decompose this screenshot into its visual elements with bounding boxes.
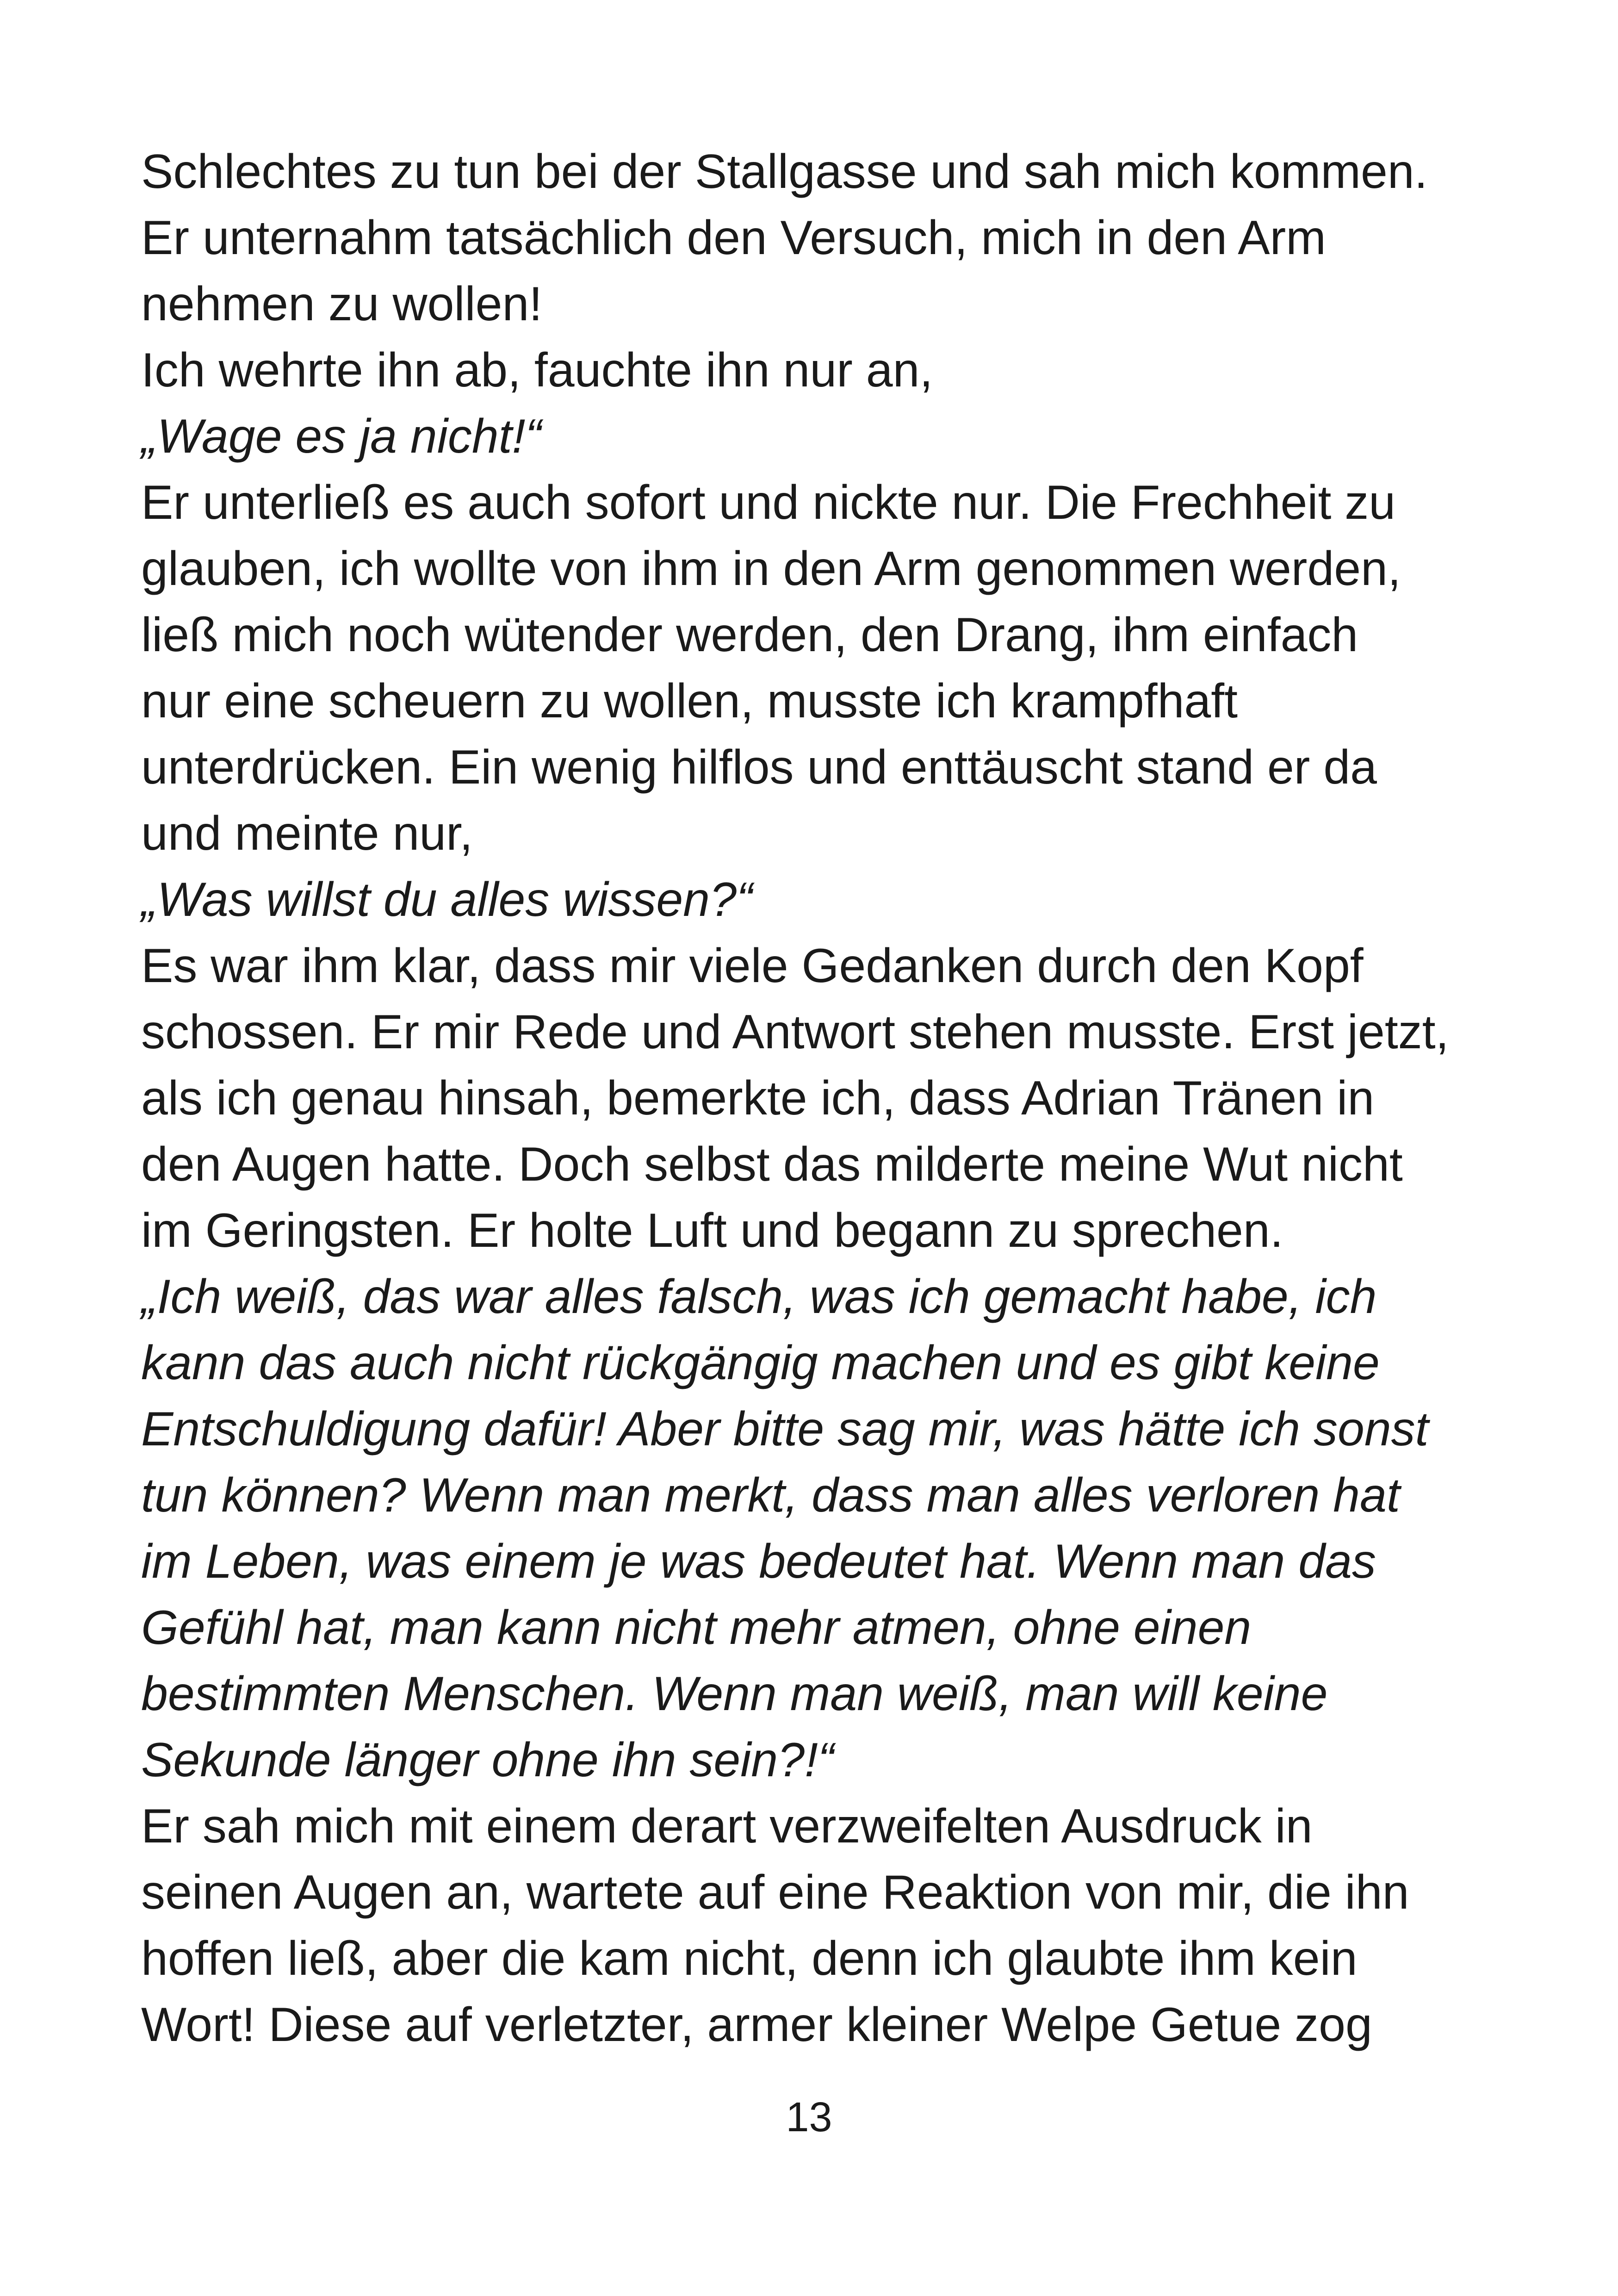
text-line: ließ mich noch wütender werden, den Drang, ihm einfach — [141, 608, 1358, 662]
page-number: 13 — [786, 2094, 832, 2140]
text-line: Ich wehrte ihn ab, fauchte ihn nur an, — [141, 343, 933, 397]
text-line: unterdrücken. Ein wenig hilflos und enttäuscht stand er da — [141, 740, 1377, 794]
dialogue-line: „Was willst du alles wissen?“ — [141, 873, 753, 927]
text-line: Er unternahm tatsächlich den Versuch, mich in den Arm — [141, 211, 1326, 265]
text-line: schossen. Er mir Rede und Antwort stehen musste. Erst jetzt, — [141, 1005, 1449, 1059]
dialogue-line: Entschuldigung dafür! Aber bitte sag mir, was hätte ich sonst — [141, 1402, 1429, 1456]
text-line: hoffen ließ, aber die kam nicht, denn ich glaubte ihm kein — [141, 1932, 1358, 1985]
text-line: glauben, ich wollte von ihm in den Arm genommen werden, — [141, 542, 1401, 596]
text-line: seinen Augen an, wartete auf eine Reaktion von mir, die ihn — [141, 1866, 1409, 1919]
dialogue-line: Gefühl hat, man kann nicht mehr atmen, ohne einen — [141, 1601, 1252, 1655]
text-line: im Geringsten. Er holte Luft und begann zu sprechen. — [141, 1204, 1283, 1257]
text-line: Er unterließ es auch sofort und nickte nur. Die Frechheit zu — [141, 476, 1396, 529]
text-line: Er sah mich mit einem derart verzweifelten Ausdruck in — [141, 1799, 1313, 1853]
text-line: Es war ihm klar, dass mir viele Gedanken durch den Kopf — [141, 939, 1364, 993]
text-line: nur eine scheuern zu wollen, musste ich krampfhaft — [141, 674, 1238, 728]
text-line: Wort! Diese auf verletzter, armer kleiner Welpe Getue zog — [141, 1998, 1372, 2052]
text-line: nehmen zu wollen! — [141, 277, 543, 331]
dialogue-line: Sekunde länger ohne ihn sein?!“ — [141, 1733, 834, 1787]
dialogue-line: „Ich weiß, das war alles falsch, was ich gemacht habe, ich — [141, 1270, 1377, 1324]
text-line: und meinte nur, — [141, 807, 473, 860]
text-line: als ich genau hinsah, bemerkte ich, dass Adrian Tränen in — [141, 1071, 1375, 1125]
dialogue-line: tun können? Wenn man merkt, dass man alles verloren hat — [141, 1468, 1400, 1522]
text-line: den Augen hatte. Doch selbst das milderte meine Wut nicht — [141, 1138, 1403, 1191]
dialogue-line: „Wage es ja nicht!“ — [141, 410, 542, 463]
dialogue-line: im Leben, was einem je was bedeutet hat. Wenn man das — [141, 1535, 1376, 1588]
dialogue-line: kann das auch nicht rückgängig machen und es gibt keine — [141, 1336, 1380, 1390]
text-line: Schlechtes zu tun bei der Stallgasse und sah mich kommen. — [141, 145, 1428, 199]
body-text — [141, 139, 1511, 2058]
dialogue-line: bestimmten Menschen. Wenn man weiß, man will keine — [141, 1667, 1328, 1721]
